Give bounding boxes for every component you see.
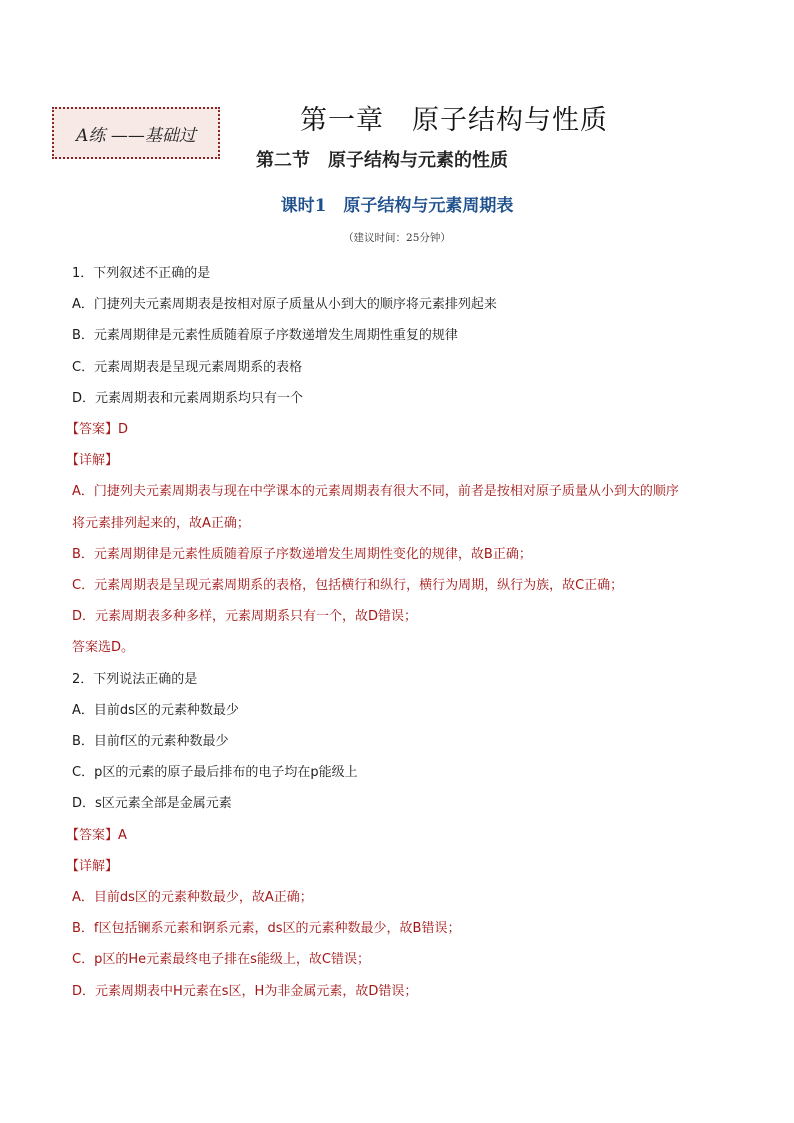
badge-label: A练 ——基础过 bbox=[76, 125, 196, 146]
lesson-title: 课时1 原子结构与元素周期表 bbox=[280, 196, 514, 216]
q2-detail-c: C．p区的He元素最终电子排在s能级上，故C错误； bbox=[72, 952, 370, 968]
q1-detail-d: D．元素周期表多种多样，元素周期系只有一个，故D错误； bbox=[72, 609, 418, 625]
q1-detail-c: C．元素周期表是呈现元素周期系的表格，包括横行和纵行，横行为周期，纵行为族，故C正确； bbox=[72, 578, 624, 594]
q1-option-b: B．元素周期律是元素性质随着原子序数递增发生周期性重复的规律 bbox=[72, 328, 458, 344]
q1-detail-a: A．门捷列夫元素周期表与现在中学课本的元素周期表有很大不同，前者是按相对原子质量从小到大的顺序 bbox=[72, 484, 679, 500]
q2-stem: 2．下列说法正确的是 bbox=[72, 671, 198, 687]
q2-option-b: B．目前f区的元素种数最少 bbox=[72, 734, 229, 750]
q1-answer: 【答案】D bbox=[66, 422, 129, 438]
q1-option-a: A．门捷列夫元素周期表是按相对原子质量从小到大的顺序将元素排列起来 bbox=[72, 297, 497, 313]
q1-stem: 1．下列叙述不正确的是 bbox=[72, 266, 211, 281]
section-title: 第二节 原子结构与元素的性质 bbox=[256, 150, 508, 171]
suggested-time: （建议时间：25分钟） bbox=[343, 232, 451, 244]
q2-option-c: C．p区的元素的原子最后排布的电子均在p能级上 bbox=[72, 765, 358, 781]
q2-detail-b: B．f区包括镧系元素和锕系元素，ds区的元素种数最少，故B错误； bbox=[72, 921, 461, 937]
q1-option-c: C．元素周期表是呈现元素周期系的表格 bbox=[72, 359, 303, 375]
q2-detail-d: D．元素周期表中H元素在s区，H为非金属元素，故D错误； bbox=[72, 983, 418, 999]
chapter-title: 第一章 原子结构与性质 bbox=[300, 105, 608, 136]
q1-option-d: D．元素周期表和元素周期系均只有一个 bbox=[72, 390, 304, 406]
q1-conclusion: 答案选D。 bbox=[72, 640, 135, 656]
q2-detail-a: A．目前ds区的元素种数最少，故A正确； bbox=[72, 890, 313, 906]
q1-detail-b: B．元素周期律是元素性质随着原子序数递增发生周期性变化的规律，故B正确； bbox=[72, 546, 532, 562]
q2-option-a: A．目前ds区的元素种数最少 bbox=[72, 702, 239, 718]
practice-level-badge bbox=[52, 107, 220, 159]
q2-option-d: D．s区元素全部是金属元素 bbox=[72, 796, 232, 812]
q1-detail-label: 【详解】 bbox=[66, 453, 119, 469]
q2-detail-label: 【详解】 bbox=[66, 858, 119, 874]
q2-answer: 【答案】A bbox=[66, 827, 127, 843]
question-content bbox=[66, 258, 732, 1007]
q1-detail-a-cont: 将元素排列起来的，故A正确； bbox=[72, 515, 250, 531]
